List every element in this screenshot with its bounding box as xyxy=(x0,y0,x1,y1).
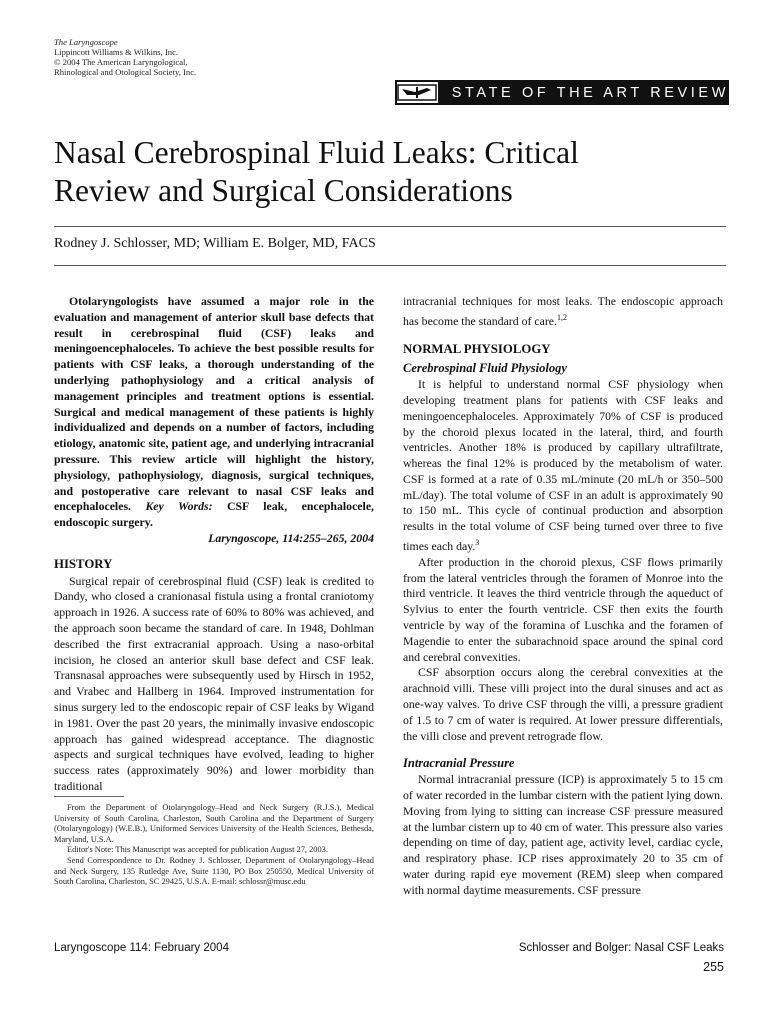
ref-1-2: 1,2 xyxy=(556,312,567,322)
history-paragraph: Surgical repair of cerebrospinal fluid (CSF) leak is credited to Dandy, who closed a cranionasal fistula using a frontal craniotomy approach in 1926. A success rate of 60% to 80% was achieved, and the approach soon became the standard of care. In 1948, Dohlman described the first extracranial approach. Using a naso-orbital incision, he closed an anterior skull base defect and CSF leak. Transnasal approaches were subsequently used by Hirsch in 1952, and Vrabec and Hallberg in 1964. Improved instrumentation for sinus surgery led to the endoscopic repair of CSF leaks by Wigand in 1981. Over the past 20 years, the minimally invasive endoscopic approach has gained widespread acceptance. The diagnostic aspects and surgical techniques have evolved, leading to higher success rates (approximately 90%) and lower morbidity than traditional xyxy=(54,573,374,793)
society: Rhinological and Otological Society, Inc. xyxy=(54,67,197,77)
ref-3: 3 xyxy=(475,538,480,548)
footnote-editor-note: Editor's Note: This Manuscript was accepted for publication August 27, 2003. xyxy=(67,845,328,855)
footnote-rule xyxy=(54,796,124,797)
footer-running-title: Schlosser and Bolger: Nasal CSF Leaks xyxy=(518,942,724,954)
footnote-affiliation: From the Department of Otolaryngology–Head and Neck Surgery (R.J.S.), Medical University of South Carolina, Charleston, South Carolina and the Department of Surgery (Otolaryngology) (W.E.B.), Uniformed Services University of the Health Sciences, Bethesda, Maryland, U.S.A. xyxy=(54,803,374,844)
history-continuation-text: intracranial techniques for most leaks. The endoscopic approach has become the standard of care. xyxy=(403,294,723,328)
csf-physiology-paragraph-2: After production in the choroid plexus, CSF flows primarily from the lateral ventricles through the foramen of Monroe into the third ventricle. It leaves the third ventricle through the aqueduct of Sylvius to enter the fourth ventricle. CSF then exits the fourth ventricle by way of the foramina of Luschka and the foramen of Magendie to enter the subarachnoid space around the spinal cord and cerebral convexities. xyxy=(403,554,723,664)
banner-label: STATE OF THE ART REVIEW xyxy=(451,84,729,101)
publisher: Lippincott Williams & Wilkins, Inc. xyxy=(54,47,179,57)
journal-name: The Laryngoscope xyxy=(54,37,118,47)
key-words: CSF leak, encephalocele, endoscopic surgery. xyxy=(54,499,375,530)
icp-paragraph: Normal intracranial pressure (ICP) is approximately 5 to 15 cm of water recorded in the lumbar cistern with the patient lying down. Moving from lying to sitting can increase CSF pressure measured at the lumbar cistern up to 40 cm of water. This pressure also varies depending on time of day, patient age, activity level, cardiac cycle, and respiratory phase. ICP rises approximately 20 to 35 cm of water during rapid eye movement (REM) sleep when compared with normal daytime measurements. CSF pressure xyxy=(403,772,723,897)
right-column xyxy=(403,294,723,899)
csf-physiology-paragraph-3: CSF absorption occurs along the cerebral convexities at the arachnoid villi. These villi project into the dural sinuses and act as one-way valves. To drive CSF through the villi, a pressure gradient of 1.5 to 7 cm of water is required. At lower pressure differentials, the villi close and prevent retrograde flow. xyxy=(403,665,723,743)
title-rule xyxy=(54,226,726,227)
authors: Rodney J. Schlosser, MD; William E. Bolger, MD, FACS xyxy=(54,236,376,251)
history-heading: HISTORY xyxy=(54,556,113,571)
copyright: © 2004 The American Laryngological, xyxy=(54,57,188,67)
citation xyxy=(54,531,374,547)
footer-journal: Laryngoscope 114: February 2004 xyxy=(54,942,229,954)
page-number: 255 xyxy=(703,960,724,974)
title-line-1: Nasal Cerebrospinal Fluid Leaks: Critical xyxy=(54,135,579,170)
citation-text: Laryngoscope, 114:255–265, 2004 xyxy=(208,530,374,545)
physiology-heading: NORMAL PHYSIOLOGY xyxy=(403,341,551,356)
left-column xyxy=(54,294,374,795)
csf-physiology-paragraph-1 xyxy=(403,377,723,555)
ship-logo-icon xyxy=(397,82,438,103)
history-continuation xyxy=(403,294,723,330)
title-line-2: Review and Surgical Considerations xyxy=(54,173,513,208)
abstract xyxy=(54,294,374,531)
journal-header xyxy=(54,37,196,77)
review-banner xyxy=(395,80,729,105)
key-words-label: Key Words: xyxy=(145,499,213,514)
icp-subheading: Intracranial Pressure xyxy=(403,756,515,771)
article-title xyxy=(54,134,754,210)
abstract-text: Otolaryngologists have assumed a major role in the evaluation and management of anterior skull base defects that result in cerebrospinal fluid (CSF) leaks and meningoencephaloceles. To achieve the best possible results for patients with CSF leaks, a thorough understanding of the underlying pathophysiology and a critical analysis of management principles and treatment options is essential. Surgical and medical management of these patients is highly individualized and depends on a number of factors, including etiology, anatomic site, patient age, and underlying intracranial pressure. This review article will highlight the history, physiology, pathophysiology, diagnosis, surgical techniques, and postoperative care relevant to nasal CSF leaks and encephaloceles. xyxy=(54,294,374,514)
authors-rule xyxy=(54,265,726,266)
csf-physiology-subheading: Cerebrospinal Fluid Physiology xyxy=(403,361,567,376)
footnote-correspondence: Send Correspondence to Dr. Rodney J. Schlosser, Department of Otolaryngology–Head and Neck Surgery, 135 Rutledge Ave, Suite 1130, PO Box 250550, Medical University of South Carolina, Charleston, SC 29425, U.S.A. E-mail: schlossr@musc.edu xyxy=(54,855,374,887)
csf-physiology-text-1: It is helpful to understand normal CSF physiology when developing treatment plans for patients with CSF leaks and meningoencephaloceles. Approximately 70% of CSF is produced by the choroid plexus located in the lateral, third, and fourth ventricles. Another 18% is produced by capillary ultrafiltrate, whereas the final 12% is produced by the metabolism of water. CSF is formed at a rate of 0.35 mL/minute (20 mL/h or 350–500 mL/day). The total volume of CSF in an adult is approximately 90 to 150 mL. This cycle of continual production and absorption results in the total volume of CSF being turned over three to five times each day. xyxy=(403,377,723,553)
footnotes xyxy=(54,803,374,888)
